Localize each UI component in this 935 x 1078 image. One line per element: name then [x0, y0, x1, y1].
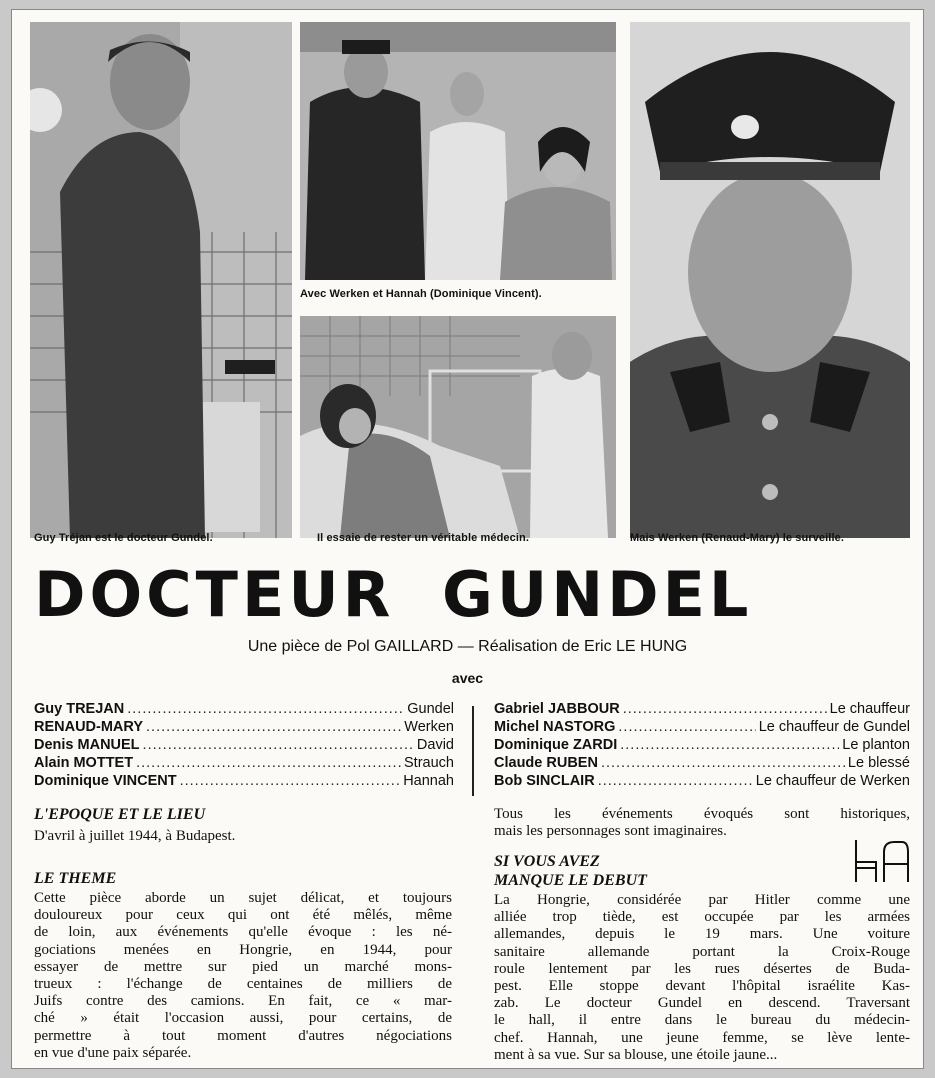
historique-text: [494, 806, 910, 840]
text-line: La Hongrie, considérée par Hitler comme une: [494, 892, 910, 908]
caption-top-center: Avec Werken et Hannah (Dominique Vincent).: [300, 288, 542, 300]
text-line: zab. Le docteur Gundel en descend. Traversant: [494, 995, 910, 1012]
text-line: essayer de mettre sur pied un marché mons-: [34, 958, 452, 975]
photo-werken-portrait-image: [630, 22, 910, 538]
photo-hospital-bed: [300, 316, 616, 538]
caption-left: Guy Tréjan est le docteur Gundel.: [34, 532, 213, 544]
cast-role: David: [416, 737, 454, 753]
cast-row: [494, 736, 910, 754]
cast-role: Le blessé: [847, 755, 910, 771]
cast-role: Strauch: [404, 755, 454, 771]
cast-leader-dots: [620, 736, 839, 754]
cast-leader-dots: [143, 736, 414, 754]
cast-actor: Denis MANUEL: [34, 737, 140, 753]
cast-actor: Gabriel JABBOUR: [494, 701, 620, 717]
photo-gundel-pistol: [30, 22, 292, 538]
cast-actor: Claude RUBEN: [494, 755, 598, 771]
cast-leader-dots: [146, 718, 401, 736]
text-line: roule lentement par les rues désertes de Buda-: [494, 960, 910, 977]
epoque-heading: L'EPOQUE ET LE LIEU: [34, 806, 206, 823]
cast-role: Le chauffeur de Gundel: [758, 719, 910, 735]
avec-label: avec: [451, 670, 484, 686]
text-line: douloureux pour ceux qui ont été mêlés, même: [34, 907, 452, 924]
cast-actor: Guy TREJAN: [34, 701, 125, 717]
cast-actor: Dominique VINCENT: [34, 773, 177, 789]
cast-leader-dots: [618, 718, 755, 736]
text-line: mais les personnages sont imaginaires.: [494, 823, 727, 840]
cast-leader-dots: [127, 700, 404, 718]
cast-leader-dots: [601, 754, 845, 772]
cast-actor: Alain MOTTET: [34, 755, 134, 771]
text-line: chef. Hannah, une jeune femme, se lève lente-: [494, 1029, 910, 1046]
caption-right: Mais Werken (Renaud-Mary) le surveille.: [630, 532, 844, 544]
cast-leader-dots: [598, 772, 753, 790]
text-line: pest. Elle stoppe devant l'hôpital israélite Kas-: [494, 978, 910, 995]
text-line: allemandes, depuis le 19 mars. Une voiture: [494, 926, 910, 943]
theme-heading: LE THEME: [34, 870, 117, 887]
magazine-page: [12, 10, 923, 1068]
text-line: de loin, aux événements qu'elle évoque : les né-: [34, 924, 452, 941]
epoque-text: D'avril à juillet 1944, à Budapest.: [34, 828, 236, 844]
photo-werken-hannah: [300, 22, 616, 280]
text-line: en vue d'une paix séparée.: [34, 1044, 192, 1061]
text-line: permettre à tout moment d'autres négociations: [34, 1027, 452, 1044]
debut-heading-line1: SI VOUS AVEZ: [494, 853, 600, 870]
subtitle: Une pièce de Pol GAILLARD — Réalisation de Eric LE HUNG: [247, 638, 688, 655]
photo-werken-portrait: [630, 22, 910, 538]
text-line: ment à sa vue. Sur sa blouse, une étoile jaune...: [494, 1046, 778, 1063]
photo-werken-hannah-image: [300, 22, 616, 280]
text-line: gociations menées en Hongrie, en 1944, pour: [34, 941, 452, 958]
cast-row: [34, 736, 454, 754]
debut-heading-line2: MANQUE LE DEBUT: [494, 872, 647, 889]
cast-divider: [472, 706, 474, 796]
cast-row: [34, 718, 454, 736]
cast-actor: Bob SINCLAIR: [494, 773, 595, 789]
cast-role: Le chauffeur: [829, 701, 910, 717]
cast-list-left: [34, 700, 454, 790]
cast-leader-dots: [623, 700, 827, 718]
cast-row: [34, 772, 454, 790]
debut-text: [494, 892, 910, 1064]
page-title: DOCTEUR GUNDEL: [34, 558, 753, 631]
text-line: ché » était l'occasion aussi, pour certains, de: [34, 1010, 452, 1027]
cast-actor: RENAUD-MARY: [34, 719, 144, 735]
cast-list-right: [494, 700, 910, 790]
text-line: le hall, il entre dans le bureau du médecin-: [494, 1012, 910, 1029]
cast-row: [494, 700, 910, 718]
cast-row: [494, 754, 910, 772]
cast-role: Hannah: [403, 773, 454, 789]
cast-actor: Michel NASTORG: [494, 719, 616, 735]
text-line: Cette pièce aborde un sujet délicat, et toujours: [34, 890, 452, 906]
cast-role: Le planton: [842, 737, 910, 753]
photo-gundel-pistol-image: [30, 22, 292, 538]
text-line: Tous les événements évoqués sont historiques,: [494, 806, 910, 822]
photo-hospital-bed-image: [300, 316, 616, 538]
cast-role: Werken: [404, 719, 454, 735]
text-line: sanitaire allemande portant la Croix-Rouge: [494, 943, 910, 960]
cast-leader-dots: [180, 772, 401, 790]
text-line: alliée trop tiède, est occupée par les armées: [494, 909, 910, 926]
caption-bottom-center: Il essaie de rester un véritable médecin.: [317, 532, 529, 544]
text-line: Juifs contre des camions. En fait, ce « mar-: [34, 993, 452, 1010]
text-line: trueux : l'échange de centaines de milliers de: [34, 976, 452, 993]
cast-role: Le chauffeur de Werken: [755, 773, 910, 789]
cast-row: [34, 700, 454, 718]
chairs-icon: [850, 838, 910, 884]
cast-leader-dots: [136, 754, 401, 772]
cast-role: Gundel: [407, 701, 454, 717]
cast-row: [494, 772, 910, 790]
cast-row: [34, 754, 454, 772]
cast-row: [494, 718, 910, 736]
cast-actor: Dominique ZARDI: [494, 737, 618, 753]
theme-text: [34, 890, 452, 1062]
